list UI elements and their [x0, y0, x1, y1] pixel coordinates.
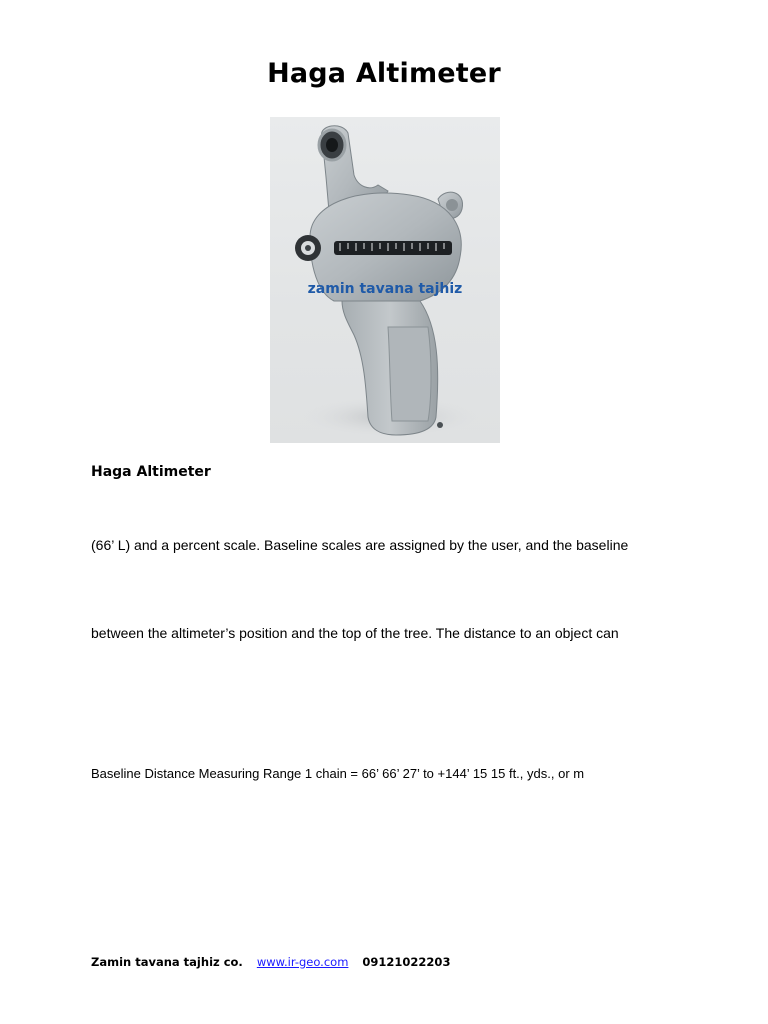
paragraph-3: Baseline Distance Measuring Range 1 chain = 66’ 66’ 27’ to +144’ 15 15 ft., yds., or m	[91, 766, 585, 781]
footer-website-link[interactable]: www.ir-geo.com	[256, 955, 349, 969]
page-title: Haga Altimeter	[267, 58, 501, 89]
footer-company: Zamin tavana tajhiz co.	[91, 955, 243, 969]
paragraph-2: between the altimeter’s position and the top of the tree. The distance to an object can	[91, 625, 619, 641]
altimeter-illustration	[270, 117, 500, 443]
footer-phone: 09121022203	[362, 955, 451, 969]
section-heading: Haga Altimeter	[91, 464, 211, 480]
image-watermark: zamin tavana tajhiz	[307, 281, 463, 297]
product-image	[270, 117, 500, 443]
footer	[91, 955, 450, 969]
paragraph-1: (66’ L) and a percent scale. Baseline scales are assigned by the user, and the baseline	[91, 537, 629, 553]
